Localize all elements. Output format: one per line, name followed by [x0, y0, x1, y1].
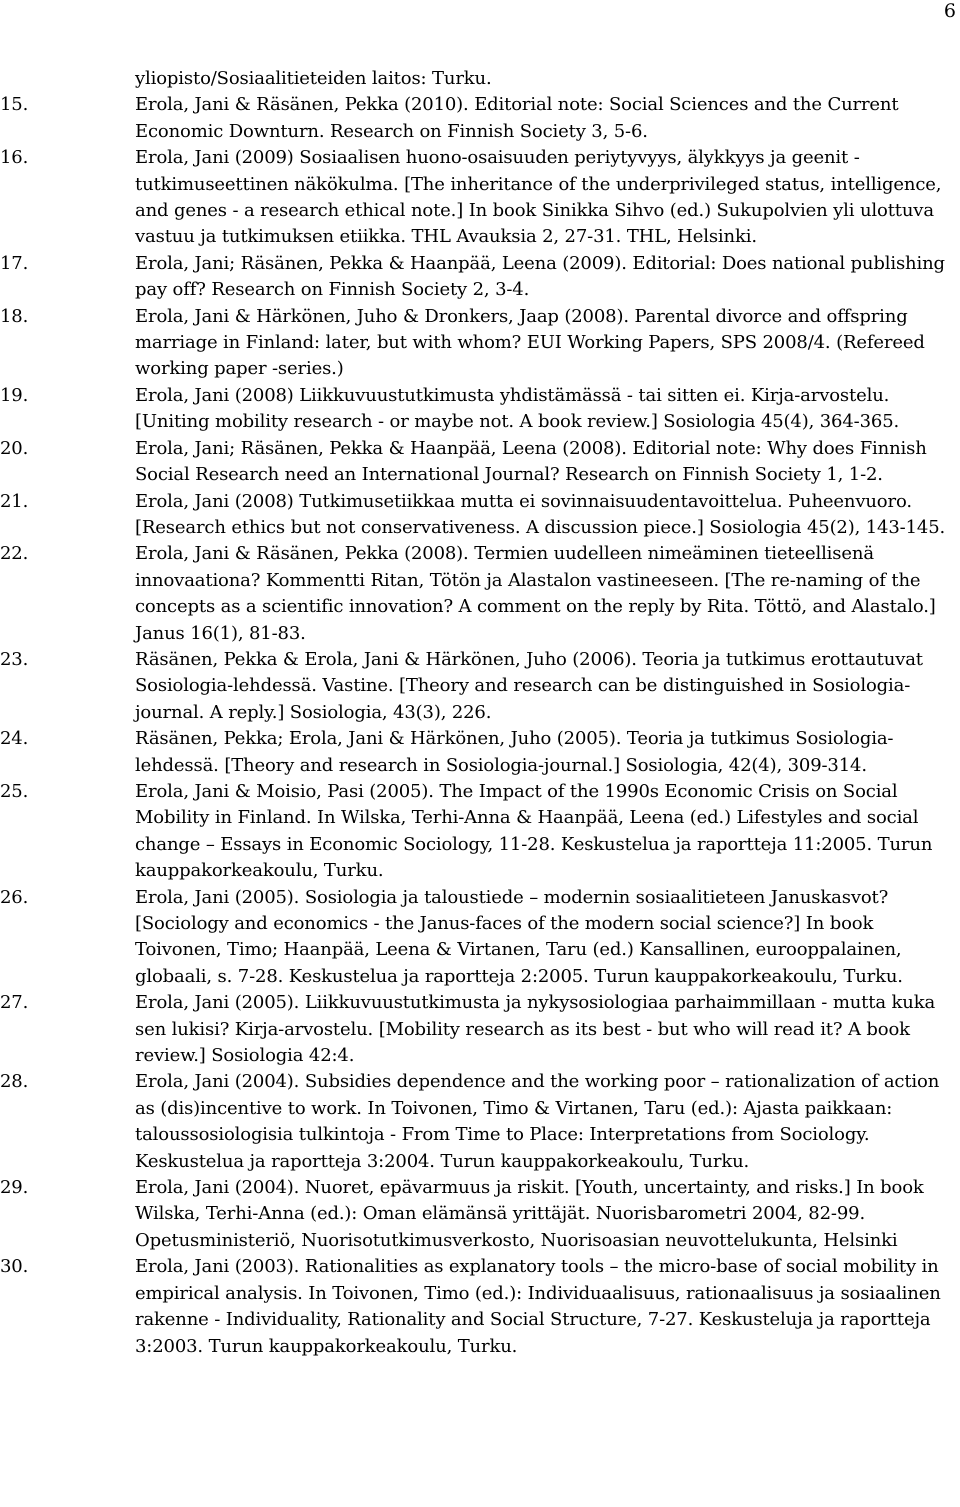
reference-number: 15.: [0, 94, 29, 116]
reference-text: Erola, Jani (2003). Rationalities as explanatory tools – the micro-base of social mobility in empirical analysis. In Toivonen, Timo (ed.): Individuaalisuus, rationaalisuus ja sosiaalinen rakenne - Individuality, Rationality and Social Structure, 7-27. Keskusteluja ja raportteja 3:2003. Turun kauppakorkeakoulu, Turku.: [135, 1256, 941, 1357]
reference-item: [0, 1254, 957, 1360]
reference-text: Erola, Jani (2005). Liikkuvuustutkimusta ja nykysosiologiaa parhaimmillaan - mutta kuka sen lukisi? Kirja-arvostelu. [Mobility research as its best - but who will read it? A book review.] Sosiologia 42:4.: [135, 992, 936, 1067]
reference-text: Erola, Jani & Räsänen, Pekka (2010). Editorial note: Social Sciences and the Current Economic Downturn. Research on Finnish Society 3, 5-6.: [135, 94, 899, 142]
reference-item: [0, 145, 957, 251]
reference-item: [0, 990, 957, 1069]
reference-number: 27.: [0, 992, 29, 1014]
reference-text: Erola, Jani & Moisio, Pasi (2005). The Impact of the 1990s Economic Crisis on Social Mobility in Finland. In Wilska, Terhi-Anna & Haanpää, Leena (ed.) Lifestyles and social change – Essays in Economic Sociology, 11-28. Keskustelua ja raportteja 11:2005. Turun kauppakorkeakoulu, Turku.: [135, 780, 933, 882]
reference-item: [0, 436, 957, 489]
reference-text: Erola, Jani & Räsänen, Pekka (2008). Termien uudelleen nimeäminen tieteellisenä innovaationa? Kommentti Ritan, Tötön ja Alastalon vastineeseen. [The re-naming of the concepts as a scientific innovation? A comment on the reply by Rita. Töttö, and Alastalo.] Janus 16(1), 81-83.: [135, 543, 936, 644]
reference-number: 18.: [0, 305, 29, 327]
reference-number: 28.: [0, 1071, 29, 1093]
reference-item: [0, 1069, 957, 1175]
reference-item: [0, 726, 957, 779]
reference-number: 29.: [0, 1177, 29, 1199]
reference-number: 17.: [0, 252, 29, 274]
reference-number: 21.: [0, 490, 29, 512]
reference-text: Erola, Jani (2008) Tutkimusetiikkaa mutta ei sovinnaisuudentavoittelua. Puheenvuoro. [Research ethics but not conservativeness. A discussion piece.] Sosiologia 45(2), 143-145.: [135, 490, 946, 538]
reference-number: 30.: [0, 1256, 29, 1278]
reference-list: [0, 66, 960, 1360]
reference-text: Erola, Jani (2009) Sosiaalisen huono-osaisuuden periytyvyys, älykkyys ja geenit - tutkimuseettinen näkökulma. [The inheritance of the underprivileged status, intelligence, and genes - a research ethical note.] In book Sinikka Sihvo (ed.) Sukupolvien yli ulottuva vastuu ja tutkimuksen etiikka. THL Avauksia 2, 27-31. THL, Helsinki.: [135, 147, 942, 248]
reference-item: [0, 1175, 957, 1254]
reference-text: Erola, Jani; Räsänen, Pekka & Haanpää, Leena (2008). Editorial note: Why does Finnish Social Research need an International Journal? Research on Finnish Society 1, 1-2.: [135, 437, 927, 486]
reference-number: 23.: [0, 648, 29, 670]
reference-item: [0, 92, 957, 145]
reference-item: [0, 779, 957, 885]
reference-item: [0, 885, 957, 991]
reference-text: Erola, Jani (2005). Sosiologia ja taloustiede – modernin sosiaalitieteen Januskasvot? [Sociology and economics - the Janus-faces of the modern social science?] In book Toivonen, Timo; Haanpää, Leena & Virtanen, Taru (ed.) Kansallinen, eurooppalainen, globaali, s. 7-28. Keskustelua ja raportteja 2:2005. Turun kauppakorkeakoulu, Turku.: [135, 886, 903, 987]
reference-item: [0, 383, 957, 436]
reference-text: Erola, Jani; Räsänen, Pekka & Haanpää, Leena (2009). Editorial: Does national publishing pay off? Research on Finnish Society 2, 3-4.: [135, 252, 945, 301]
reference-item: [0, 489, 957, 542]
reference-item: [0, 541, 957, 647]
reference-number: 16.: [0, 147, 29, 169]
reference-item: [0, 66, 957, 92]
reference-text: Erola, Jani (2004). Nuoret, epävarmuus ja riskit. [Youth, uncertainty, and risks.] In book Wilska, Terhi-Anna (ed.): Oman elämänsä yrittäjät. Nuorisbarometri 2004, 82-99. Opetusministeriö, Nuorisotutkimusverkosto, Nuorisoasian neuvottelukunta, Helsinki: [135, 1177, 924, 1251]
reference-number: 26.: [0, 886, 29, 908]
reference-item: [0, 304, 957, 383]
reference-text: Räsänen, Pekka & Erola, Jani & Härkönen, Juho (2006). Teoria ja tutkimus erottautuvat Sosiologia-lehdessä. Vastine. [Theory and research can be distinguished in Sosiologia-journal. A reply.] Sosiologia, 43(3), 226.: [135, 648, 923, 723]
reference-number: 25.: [0, 780, 29, 802]
reference-number: 20.: [0, 437, 29, 459]
reference-item: [0, 647, 957, 726]
reference-number: 19.: [0, 384, 29, 406]
reference-text: Erola, Jani (2008) Liikkuvuustutkimusta yhdistämässä - tai sitten ei. Kirja-arvostelu. [Uniting mobility research - or maybe not. A book review.] Sosiologia 45(4), 364-365.: [135, 384, 900, 433]
page-number: 6: [943, 0, 956, 22]
reference-text: Räsänen, Pekka; Erola, Jani & Härkönen, Juho (2005). Teoria ja tutkimus Sosiologia-lehdessä. [Theory and research in Sosiologia-journal.] Sosiologia, 42(4), 309-314.: [135, 728, 894, 776]
reference-number: 22.: [0, 543, 29, 565]
reference-text: Erola, Jani & Härkönen, Juho & Dronkers, Jaap (2008). Parental divorce and offspring marriage in Finland: later, but with whom? EUI Working Papers, SPS 2008/4. (Refereed working paper -series.): [135, 305, 925, 380]
reference-text: yliopisto/Sosiaalitieteiden laitos: Turku.: [135, 68, 492, 89]
reference-text: Erola, Jani (2004). Subsidies dependence and the working poor – rationalization of action as (dis)incentive to work. In Toivonen, Timo & Virtanen, Taru (ed.): Ajasta paikkaan: taloussosiologisia tulkintoja - From Time to Place: Interpretations from Sociology. Keskustelua ja raportteja 3:2004. Turun kauppakorkeakoulu, Turku.: [135, 1071, 940, 1172]
reference-number: 24.: [0, 728, 29, 750]
reference-item: [0, 251, 957, 304]
